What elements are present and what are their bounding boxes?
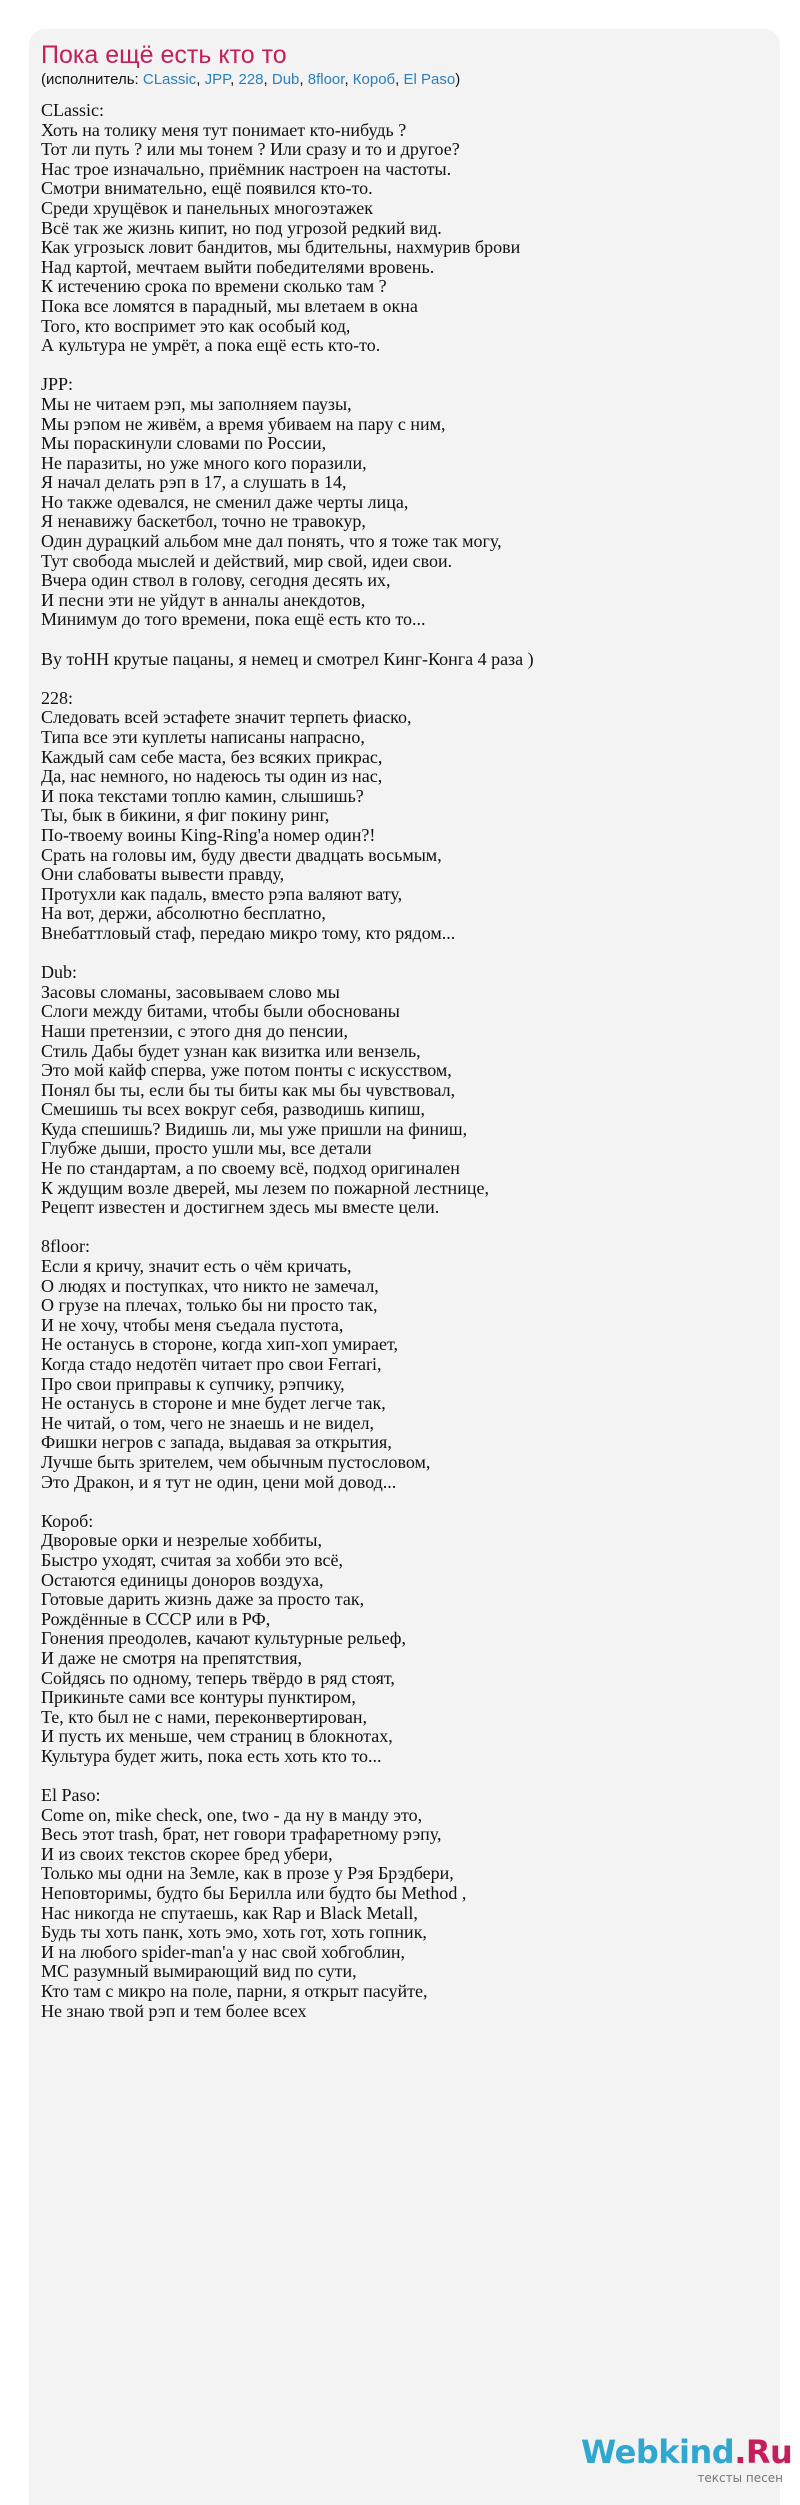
lyrics-line: Dub: bbox=[41, 962, 77, 983]
artist-separator: , bbox=[299, 71, 308, 88]
artist-link[interactable]: 228 bbox=[238, 71, 264, 88]
lyrics-line: Всё так же жизнь кипит, но под угрозой редкий вид. bbox=[41, 217, 442, 238]
lyrics-line: Понял бы ты, если бы ты биты как мы бы чувствовал, bbox=[41, 1079, 456, 1100]
lyrics-line: El Paso: bbox=[41, 1785, 101, 1806]
lyrics-line: На вот, держи, абсолютно бесплатно, bbox=[41, 903, 326, 924]
lyrics-line: Вчера один ствол в голову, сегодня десять их, bbox=[41, 570, 391, 591]
lyrics-line: Неповторимы, будто бы Берилла или будто бы Method , bbox=[41, 1883, 467, 1904]
lyrics-line: Слоги между битами, чтобы были обоснованы bbox=[41, 1001, 400, 1022]
lyrics-line: Куда спешишь? Видишь ли, мы уже пришли на финиш, bbox=[41, 1118, 468, 1139]
lyrics-line: Внебаттловый стаф, передаю микро тому, кто рядом... bbox=[41, 922, 456, 943]
lyrics-line: И пока текстами топлю камин, слышишь? bbox=[41, 785, 364, 806]
lyrics-line: И пусть их меньше, чем страниц в блокнотах, bbox=[41, 1726, 393, 1747]
performers-suffix: ) bbox=[455, 71, 461, 88]
performers-prefix: (исполнитель: bbox=[41, 71, 143, 88]
lyrics-stanza bbox=[41, 101, 771, 356]
lyrics-line: О грузе на плечах, только бы ни просто так, bbox=[41, 1295, 378, 1316]
lyrics-line: И на любого spider-man'а у нас свой хобгоблин, bbox=[41, 1941, 405, 1962]
lyrics-line: Кто там с микро на поле, парни, я открыт пасуйте, bbox=[41, 1981, 428, 2001]
lyrics-line: Не останусь в стороне, когда хип-хоп умирает, bbox=[41, 1334, 399, 1355]
lyrics-line: Это Дракон, и я тут не один, цени мой довод... bbox=[41, 1471, 397, 1492]
artist-separator: , bbox=[196, 71, 205, 88]
lyrics-line: CLassic: bbox=[41, 100, 104, 120]
lyrics-line: Смешишь ты всех вокруг себя, разводишь кипиш, bbox=[41, 1099, 426, 1120]
lyrics-line: JPP: bbox=[41, 374, 74, 395]
lyrics-line: Не читай, о том, чего не знаешь и не видел, bbox=[41, 1412, 374, 1433]
lyrics-stanza bbox=[41, 1237, 771, 1492]
lyrics-line: МС разумный вымирающий вид по сути, bbox=[41, 1961, 357, 1982]
lyrics-line: Сойдясь по одному, теперь твёрдо в ряд стоят, bbox=[41, 1667, 395, 1688]
lyrics-stanza bbox=[41, 1786, 771, 2021]
lyrics-line: Засовы сломаны, засовываем слово мы bbox=[41, 981, 340, 1002]
logo-tagline: тексты песен bbox=[697, 2471, 783, 2485]
lyrics-line: Те, кто был не с нами, переконвертирован, bbox=[41, 1706, 368, 1727]
lyrics-stanza bbox=[41, 963, 771, 1218]
lyrics-line: By тоНН крутые пацаны, я немец и смотрел Кинг-Конга 4 раза ) bbox=[41, 648, 534, 669]
performers-line bbox=[41, 70, 460, 90]
lyrics-line: Хоть на толику меня тут понимает кто-нибудь ? bbox=[41, 119, 407, 140]
artist-link[interactable]: JPP bbox=[204, 71, 231, 88]
lyrics-line: Мы не читаем рэп, мы заполняем паузы, bbox=[41, 393, 352, 414]
logo-wordmark bbox=[581, 2433, 791, 2471]
lyrics-line: Я ненавижу баскетбол, точно не травокур, bbox=[41, 511, 366, 532]
lyrics-line: Протухли как падаль, вместо рэпа валяют вату, bbox=[41, 883, 403, 904]
lyrics-line: О людях и поступках, что никто не замечал, bbox=[41, 1275, 379, 1296]
song-title: Пока ещё есть кто то bbox=[41, 41, 287, 69]
lyrics-stanza bbox=[41, 650, 771, 670]
lyrics-line: Только мы одни на Земле, как в прозе у Рэя Брэдбери, bbox=[41, 1863, 454, 1884]
lyrics-line: Готовые дарить жизнь даже за просто так, bbox=[41, 1589, 365, 1610]
artist-separator: , bbox=[263, 71, 272, 88]
artist-link[interactable]: CLassic bbox=[142, 71, 197, 88]
lyrics-line: Не знаю твой рэп и тем более всех bbox=[41, 2000, 307, 2021]
lyrics-line: 228: bbox=[41, 687, 74, 708]
artist-separator: , bbox=[230, 71, 239, 88]
lyrics-line: Мы пораскинули словами по России, bbox=[41, 433, 327, 454]
lyrics-line: Того, кто воспримет это как особый код, bbox=[41, 315, 351, 336]
lyrics-line: Один дурацкий альбом мне дал понять, что я тоже так могу, bbox=[41, 531, 502, 552]
lyrics-line: Нас никогда не спутаешь, как Rap и Black Metall, bbox=[41, 1902, 418, 1923]
lyrics-text bbox=[41, 101, 771, 2021]
lyrics-line: А культура не умрёт, а пока ещё есть кто-то. bbox=[41, 335, 381, 356]
lyrics-stanza bbox=[41, 689, 771, 944]
lyrics-line: Мы рэпом не живём, а время убиваем на пару с ним, bbox=[41, 413, 446, 434]
lyrics-line: Лучше быть зрителем, чем обычным пустословом, bbox=[41, 1451, 431, 1472]
lyrics-line: К истечению срока по времени сколько там ? bbox=[41, 276, 387, 297]
lyrics-line: Да, нас немного, но надеюсь ты один из нас, bbox=[41, 766, 383, 787]
lyrics-line: Если я кричу, значит есть о чём кричать, bbox=[41, 1256, 352, 1277]
lyrics-line: Короб: bbox=[41, 1510, 94, 1531]
lyrics-line: Не паразиты, но уже много кого поразили, bbox=[41, 452, 367, 473]
lyrics-line: По-твоему воины King-Ring'а номер один?! bbox=[41, 824, 376, 845]
artist-link[interactable]: 8floor bbox=[307, 71, 345, 88]
lyrics-line: Ты, бык в бикини, я фиг покину ринг, bbox=[41, 805, 330, 826]
lyrics-line: Пока все ломятся в парадный, мы влетаем в окна bbox=[41, 295, 418, 316]
lyrics-line: Тот ли путь ? или мы тонем ? Или сразу и то и другое? bbox=[41, 139, 460, 160]
lyrics-line: Следовать всей эстафете значит терпеть фиаско, bbox=[41, 707, 412, 728]
artist-separator: , bbox=[344, 71, 353, 88]
lyrics-line: Глубже дыши, просто ушли мы, все детали bbox=[41, 1138, 372, 1159]
lyrics-line: Не останусь в стороне и мне будет легче так, bbox=[41, 1393, 386, 1414]
lyrics-line: Рецепт известен и достигнем здесь мы вместе цели. bbox=[41, 1197, 440, 1218]
lyrics-line: И даже не смотря на препятствия, bbox=[41, 1647, 302, 1668]
lyrics-line: Рождённые в СССР или в РФ, bbox=[41, 1608, 271, 1629]
lyrics-stanza bbox=[41, 1512, 771, 1767]
lyrics-line: И не хочу, чтобы меня съедала пустота, bbox=[41, 1314, 344, 1335]
lyrics-line: Не по стандартам, а по своему всё, подход оригинален bbox=[41, 1158, 460, 1179]
lyrics-line: Над картой, мечтаем выйти победителями вровень. bbox=[41, 256, 435, 277]
artist-link[interactable]: Dub bbox=[271, 71, 300, 88]
lyrics-line: Весь этот trash, брат, нет говори трафаретному рэпу, bbox=[41, 1824, 442, 1845]
lyrics-line: И из своих текстов скорее бред убери, bbox=[41, 1843, 333, 1864]
lyrics-line: Культура будет жить, пока есть хоть кто то... bbox=[41, 1745, 382, 1766]
lyrics-line: Смотри внимательно, ещё появился кто-то. bbox=[41, 178, 373, 199]
lyrics-line: Стиль Дабы будет узнан как визитка или вензель, bbox=[41, 1040, 421, 1061]
lyrics-line: Как угрозыск ловит бандитов, мы бдительны, нахмурив брови bbox=[41, 237, 521, 258]
lyrics-line: Среди хрущёвок и панельных многоэтажек bbox=[41, 197, 373, 218]
lyrics-stanza bbox=[41, 375, 771, 630]
lyrics-line: Прикиньте сами все контуры пунктиром, bbox=[41, 1687, 356, 1708]
lyrics-line: Про свои приправы к супчику, рэпчику, bbox=[41, 1373, 345, 1394]
lyrics-line: Фишки негров с запада, выдавая за открытия, bbox=[41, 1432, 392, 1453]
lyrics-line: Каждый сам себе маста, без всяких прикрас, bbox=[41, 746, 383, 767]
logo-main-text: Webkind bbox=[581, 2433, 735, 2471]
lyrics-line: Нас трое изначально, приёмник настроен на частоты. bbox=[41, 158, 452, 179]
artist-separator: , bbox=[395, 71, 404, 88]
lyrics-line: Типа все эти куплеты написаны напрасно, bbox=[41, 727, 365, 747]
logo-tld-text: .Ru bbox=[734, 2433, 793, 2471]
lyrics-line: Срать на головы им, буду двести двадцать восьмым, bbox=[41, 844, 442, 865]
lyrics-line: И песни эти не уйдут в анналы анекдотов, bbox=[41, 589, 366, 610]
lyrics-line: Тут свобода мыслей и действий, мир свой, идеи свои. bbox=[41, 550, 453, 571]
lyrics-line: Но также одевался, не сменил даже черты лица, bbox=[41, 491, 409, 512]
lyrics-line: Это мой кайф сперва, уже потом понты с искусством, bbox=[41, 1060, 452, 1081]
lyrics-line: Наши претензии, с этого дня до пенсии, bbox=[41, 1020, 348, 1041]
lyrics-line: Быстро уходят, считая за хобби это всё, bbox=[41, 1549, 344, 1570]
lyrics-line: Гонения преодолев, качают культурные рельеф, bbox=[41, 1628, 406, 1649]
site-logo[interactable] bbox=[581, 2433, 791, 2493]
artist-link[interactable]: El Paso bbox=[403, 71, 456, 88]
lyrics-line: Они слабоваты вывести правду, bbox=[41, 864, 285, 885]
lyrics-line: 8floor: bbox=[41, 1236, 90, 1257]
lyrics-line: Минимум до того времени, пока ещё есть кто то... bbox=[41, 609, 426, 630]
lyrics-line: Дворовые орки и незрелые хоббиты, bbox=[41, 1530, 322, 1551]
lyrics-line: Остаются единицы доноров воздуха, bbox=[41, 1569, 324, 1590]
lyrics-line: Когда стадо недотёп читает про свои Ferrari, bbox=[41, 1354, 382, 1374]
lyrics-line: Я начал делать рэп в 17, а слушать в 14, bbox=[41, 472, 347, 493]
lyrics-line: Будь ты хоть панк, хоть эмо, хоть гот, хоть гопник, bbox=[41, 1922, 427, 1943]
artist-link[interactable]: Короб bbox=[352, 71, 396, 88]
lyrics-line: Come on, mike check, one, two - да ну в манду это, bbox=[41, 1804, 423, 1825]
lyrics-line: К ждущим возле дверей, мы лезем по пожарной лестнице, bbox=[41, 1177, 489, 1198]
artist-list bbox=[143, 71, 455, 88]
